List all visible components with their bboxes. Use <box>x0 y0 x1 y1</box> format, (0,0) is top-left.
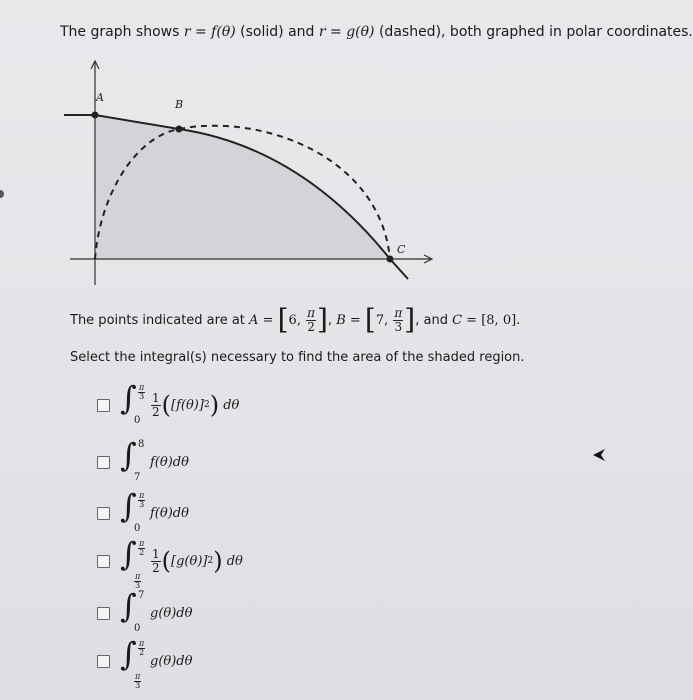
shaded-region <box>95 115 390 259</box>
upper-limit: $\frac{\pi}{2}$ <box>139 639 145 657</box>
upper-limit: 7 <box>138 590 145 601</box>
integral-sign: ∫ 8 7 <box>120 436 145 483</box>
option-6-checkbox[interactable] <box>97 655 110 668</box>
integrand: $\frac{1}{2}$ ( [ g(θ) ] 2 ) dθ <box>152 546 243 575</box>
intro-solid: (solid) and <box>240 24 315 40</box>
question-text: Select the integral(s) necessary to find the area of the shaded region. <box>70 350 525 365</box>
points-prefix: The points indicated are at <box>70 312 245 328</box>
integral-sign: ∫ $\frac{\pi}{3}$ 0 <box>120 487 145 534</box>
upper-limit: $\frac{\pi}{3}$ <box>139 383 145 401</box>
points-statement: The points indicated are at A = [ 6, $\frac{\pi}{2}$ ] , B = [ 7, $\frac{\pi}{3}$ ] , and C = [8, 0]. <box>70 303 521 336</box>
point-b-r: 7, <box>375 312 389 328</box>
lower-limit: 7 <box>134 472 141 483</box>
integral-sign: ∫ $\frac{\pi}{2}$ $\frac{\pi}{3}$ <box>120 535 145 590</box>
point-c-name: C = <box>452 312 478 328</box>
option-1-checkbox[interactable] <box>97 399 110 412</box>
option-2-checkbox[interactable] <box>97 456 110 469</box>
point-b <box>176 126 183 133</box>
option-4-checkbox[interactable] <box>97 555 110 568</box>
point-a-r: 6, <box>288 312 301 328</box>
points-and: , and <box>415 312 448 328</box>
upper-limit: 8 <box>138 439 145 450</box>
integrand: f(θ)dθ <box>150 454 189 470</box>
integral-sign: ∫ 7 0 <box>120 587 145 634</box>
point-a-angle-den: 2 <box>307 319 315 334</box>
option-3-checkbox[interactable] <box>97 507 110 520</box>
point-b-angle <box>393 307 403 333</box>
option-6[interactable] <box>97 635 193 690</box>
option-5-checkbox[interactable] <box>97 607 110 620</box>
point-a-name: A = <box>249 312 274 328</box>
point-a-angle-num: π <box>307 305 315 320</box>
point-b-name: B = <box>336 312 361 328</box>
equation-f: r = f(θ) <box>183 24 236 40</box>
integrand: g(θ)dθ <box>150 653 193 669</box>
bracket-close-b: ] <box>404 303 416 336</box>
point-a-angle <box>306 307 316 333</box>
integral-sign: ∫ $\frac{\pi}{2}$ $\frac{\pi}{3}$ <box>120 635 145 690</box>
equation-g: r = g(θ) <box>318 24 375 40</box>
point-b-angle-num: π <box>394 305 403 320</box>
lower-limit: 0 <box>134 415 141 426</box>
option-5[interactable] <box>97 588 192 638</box>
intro-prefix: The graph shows <box>60 24 180 40</box>
option-1[interactable] <box>97 380 239 430</box>
integral-sign: ∫ $\frac{\pi}{3}$ 0 <box>120 379 145 426</box>
bracket-close-a: ] <box>316 303 328 336</box>
lower-limit: 0 <box>134 523 141 534</box>
integrand: g(θ)dθ <box>150 605 193 621</box>
point-a <box>92 112 99 119</box>
lower-limit: $\frac{\pi}{3}$ <box>135 672 141 690</box>
upper-limit: $\frac{\pi}{3}$ <box>139 491 145 509</box>
integrand: f(θ)dθ <box>150 505 189 521</box>
bracket-open-a: [ <box>277 303 289 336</box>
point-c <box>387 256 394 263</box>
lower-limit: $\frac{\pi}{3}$ <box>135 572 141 590</box>
option-4[interactable] <box>97 535 243 590</box>
lower-limit: 0 <box>134 623 141 634</box>
upper-limit: $\frac{\pi}{2}$ <box>139 539 145 557</box>
bracket-open-b: [ <box>364 303 376 336</box>
option-2[interactable] <box>97 437 189 487</box>
label-a: A <box>96 91 104 104</box>
polar-graph <box>60 55 440 295</box>
point-b-angle-den: 3 <box>394 319 403 334</box>
label-c: C <box>397 243 406 256</box>
intro-dashed: (dashed), both graphed in polar coordinates. <box>378 24 693 40</box>
integrand: $\frac{1}{2}$ ( [ f(θ) ] 2 ) dθ <box>152 390 240 419</box>
label-b: B <box>175 98 184 111</box>
point-c-value: [8, 0]. <box>481 312 521 328</box>
edge-dot <box>0 190 4 198</box>
problem-intro <box>60 24 693 40</box>
option-3[interactable] <box>97 488 189 538</box>
mouse-pointer-icon <box>592 448 606 462</box>
